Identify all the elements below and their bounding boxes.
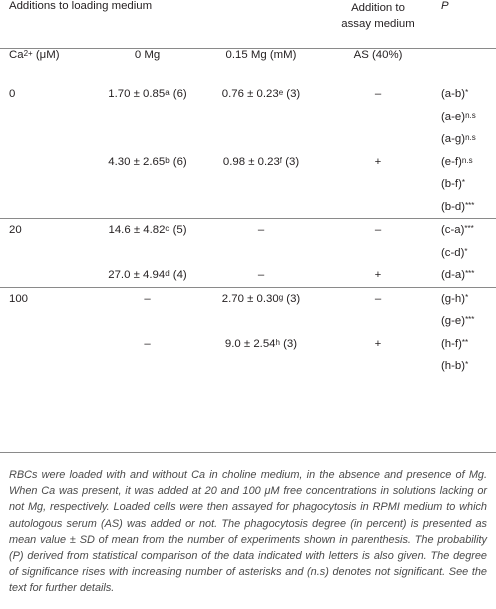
table-row	[0, 310, 496, 333]
mg15-letter: f	[279, 155, 283, 165]
mg15-value: –	[257, 224, 265, 236]
p-cell	[439, 355, 496, 378]
p-cell	[439, 173, 496, 196]
table-body	[0, 83, 496, 378]
p-cell	[439, 310, 496, 333]
mg15-value: –	[257, 269, 265, 281]
mg15-n: (3)	[282, 155, 300, 168]
mg0-cell	[90, 310, 205, 333]
p-comparison: (b-f)	[441, 178, 462, 190]
mg0-cell	[90, 355, 205, 378]
table-row	[0, 287, 496, 310]
p-cell	[439, 264, 496, 287]
as-cell	[317, 196, 439, 219]
ca-cell	[0, 151, 90, 174]
mg0-letter: c	[165, 224, 170, 233]
p-comparison: (a-e)	[441, 110, 466, 123]
ca-cell	[0, 196, 90, 219]
ca-cell	[0, 264, 90, 287]
mg0-value: 1.70 ± 0.85	[108, 88, 166, 100]
table-footnote: RBCs were loaded with and without Ca in choline medium, in the absence and presence of Mg. When Ca was present, it was added at 20 and 100 μM free concentrations in solutions lacking or not Mg, respectively. Loaded cells were then assayed for phagocytosis in RPMI medium to which autologous serum (AS) was added or not. The phagocytosis degree (in percent) is presented as mean value ± SD of mean from the number of experiments shown in parenthesis. The probability (P) derived from statistical comparison of the data indicated with letters is also given. The degree of significance rises with increasing number of asterisks and (n.s) denotes not significant. See the text for further details.	[9, 469, 487, 595]
table-row	[0, 196, 496, 219]
p-significance: *	[465, 360, 469, 369]
p-cell	[439, 83, 496, 106]
ca-value: 0	[9, 88, 16, 100]
mg15-cell	[205, 106, 317, 129]
table-row	[0, 333, 496, 356]
p-comparison: (d-a)	[441, 269, 466, 281]
table-row	[0, 264, 496, 287]
as-value: –	[374, 224, 382, 236]
mg0-cell	[90, 151, 205, 174]
ca-cell	[0, 310, 90, 333]
as-cell	[317, 151, 439, 174]
table-row	[0, 173, 496, 196]
mg15-value: 2.70 ± 0.30	[221, 292, 279, 305]
mg0-value: –	[144, 337, 151, 350]
p-cell	[439, 242, 496, 265]
mg15-value: 0.76 ± 0.23	[221, 88, 279, 100]
ca-cell	[0, 106, 90, 129]
as-cell	[317, 333, 439, 356]
ca-cell	[0, 128, 90, 151]
ca-cell	[0, 333, 90, 356]
p-significance: *	[464, 246, 468, 256]
as-cell	[317, 219, 439, 242]
p-cell	[439, 196, 496, 219]
p-comparison: (a-b)	[441, 88, 466, 100]
p-comparison: (h-b)	[441, 360, 466, 372]
mg0-cell	[90, 333, 205, 356]
mg0-value: 27.0 ± 4.94	[108, 269, 166, 281]
p-significance: *	[465, 292, 469, 302]
ca-cell	[0, 173, 90, 196]
p-comparison: (g-h)	[441, 292, 466, 305]
mg15-letter: e	[278, 88, 284, 97]
as-cell	[317, 264, 439, 287]
p-cell	[439, 128, 496, 151]
mg0-cell	[90, 173, 205, 196]
as-value: +	[374, 337, 382, 350]
table-row	[0, 242, 496, 265]
p-comparison: (e-f)	[441, 155, 462, 168]
ca-cell	[0, 219, 90, 242]
as-value: +	[374, 269, 382, 281]
table-row	[0, 151, 496, 174]
mg15-n: (3)	[283, 88, 301, 100]
p-comparison: (c-d)	[441, 246, 465, 259]
mg0-cell	[90, 264, 205, 287]
p-cell	[439, 287, 496, 310]
mg15-cell	[205, 128, 317, 151]
mg15-cell	[205, 219, 317, 242]
p-significance: *	[461, 178, 466, 187]
ca-cell	[0, 287, 90, 310]
as-value: –	[374, 88, 382, 100]
p-significance: ***	[465, 269, 475, 278]
header-row-top	[0, 0, 496, 49]
as-cell	[317, 173, 439, 196]
header-addition-assay: Addition to assay medium	[341, 2, 415, 30]
mg0-n: (5)	[169, 224, 187, 236]
header-p: P	[441, 0, 449, 12]
table-row	[0, 355, 496, 378]
p-comparison: (c-a)	[441, 224, 465, 236]
p-significance: **	[461, 337, 469, 347]
ca-value: 20	[9, 224, 22, 236]
p-significance: n.s	[461, 155, 473, 165]
mg0-value: –	[144, 292, 151, 305]
p-cell	[439, 219, 496, 242]
p-comparison: (a-g)	[441, 133, 466, 145]
p-cell	[439, 333, 496, 356]
mg0-cell	[90, 219, 205, 242]
header-ca: $Ca^{2+}$ (μM)	[0, 49, 90, 84]
mg15-cell	[205, 264, 317, 287]
mg0-n: (4)	[169, 269, 187, 281]
table-row	[0, 83, 496, 106]
as-cell	[317, 242, 439, 265]
mg15-n: (3)	[283, 292, 301, 305]
mg15-value: 0.98 ± 0.23	[222, 155, 280, 168]
as-value: +	[374, 155, 382, 168]
mg15-cell	[205, 333, 317, 356]
header-015mg: 0.15 Mg (mM)	[205, 49, 317, 84]
mg0-cell	[90, 83, 205, 106]
p-cell	[439, 151, 496, 174]
mg0-letter: b	[165, 155, 170, 165]
mg0-cell	[90, 196, 205, 219]
mg15-cell	[205, 83, 317, 106]
p-significance: ***	[464, 224, 474, 233]
ca-cell	[0, 355, 90, 378]
header-0mg: 0 Mg	[90, 49, 205, 84]
mg0-n: (6)	[169, 155, 187, 168]
as-cell	[317, 287, 439, 310]
mg0-value: 4.30 ± 2.65	[108, 155, 166, 168]
as-cell	[317, 106, 439, 129]
p-comparison: (g-e)	[441, 315, 466, 327]
table-row	[0, 128, 496, 151]
mg15-cell	[205, 196, 317, 219]
p-comparison: (h-f)	[441, 337, 462, 350]
as-value: –	[374, 292, 382, 305]
table-row	[0, 219, 496, 242]
p-comparison: (b-d)	[441, 200, 466, 213]
p-significance: n.s	[465, 133, 476, 142]
ca-cell	[0, 242, 90, 265]
as-cell	[317, 310, 439, 333]
p-significance: ***	[465, 200, 475, 210]
mg0-value: 14.6 ± 4.82	[108, 224, 166, 236]
mg0-letter: a	[165, 88, 170, 97]
mg15-cell	[205, 287, 317, 310]
mg0-cell	[90, 242, 205, 265]
mg15-cell	[205, 242, 317, 265]
ca-cell	[0, 83, 90, 106]
p-significance: *	[465, 88, 469, 97]
header-row-sub	[0, 49, 496, 84]
ca-value: 100	[9, 292, 29, 305]
p-significance: n.s	[465, 110, 476, 120]
header-p-blank	[439, 49, 496, 84]
bottom-rule	[0, 452, 496, 453]
as-cell	[317, 128, 439, 151]
mg15-cell	[205, 173, 317, 196]
mg0-cell	[90, 128, 205, 151]
table-row	[0, 106, 496, 129]
mg15-cell	[205, 355, 317, 378]
as-cell	[317, 83, 439, 106]
mg15-letter: g	[278, 292, 284, 302]
mg15-n: (3)	[279, 337, 298, 350]
mg0-letter: d	[165, 269, 170, 278]
mg15-cell	[205, 310, 317, 333]
header-additions-loading: Additions to loading medium	[9, 0, 153, 12]
mg15-letter: h	[275, 337, 280, 347]
mg15-value: 9.0 ± 2.54	[224, 337, 276, 350]
mg0-cell	[90, 106, 205, 129]
p-cell	[439, 106, 496, 129]
header-as: AS (40%)	[317, 49, 439, 84]
p-significance: ***	[465, 315, 475, 324]
as-cell	[317, 355, 439, 378]
mg0-cell	[90, 287, 205, 310]
mg15-cell	[205, 151, 317, 174]
mg0-n: (6)	[169, 88, 187, 100]
